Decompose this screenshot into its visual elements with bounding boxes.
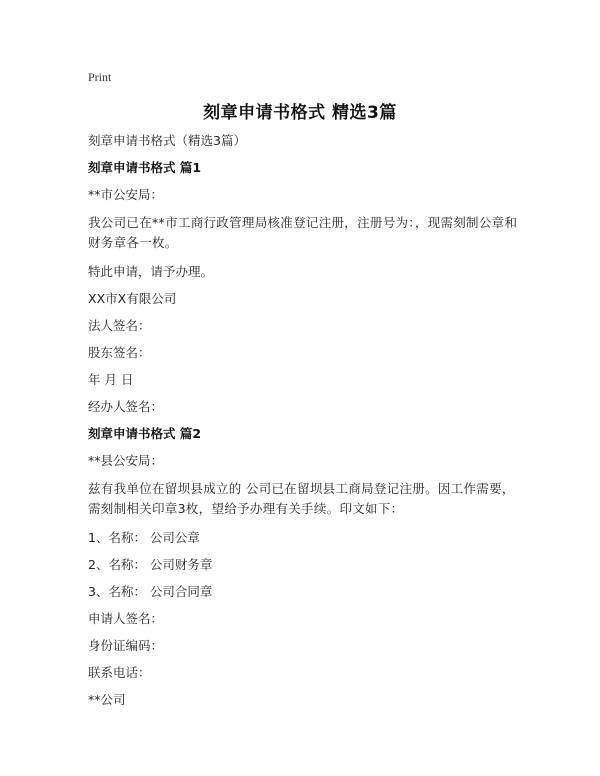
section2-phone: 联系电话： (88, 665, 151, 680)
section2-item-1: 1、名称： 公司公章 (88, 530, 200, 545)
section2-paragraph: 兹有我单位在留坝县成立的 公司已在留坝县工商局登记注册。因工作需要，需刻制相关印章3枚，望给予办理有关手续。印文如下： (88, 481, 515, 516)
section1-heading: 刻章申请书格式 篇1 (88, 160, 202, 175)
section2-addressee: **县公安局： (88, 453, 164, 468)
print-label: Print (88, 70, 112, 84)
section1-handler-sign: 经办人签名： (88, 399, 164, 414)
section2-applicant-sign: 申请人签名： (88, 611, 164, 626)
section2-id-number: 身份证编码： (88, 638, 164, 653)
document-subtitle: 刻章申请书格式（精选3篇） (88, 133, 246, 148)
section1-legal-rep-sign: 法人签名： (88, 318, 151, 333)
section1-company: XX市X有限公司 (88, 291, 177, 306)
section2-company: **公司 (88, 692, 126, 707)
document-body (88, 132, 518, 718)
document-title: 刻章申请书格式 精选3篇 (203, 103, 397, 123)
section1-request: 特此申请，请予办理。 (88, 264, 214, 279)
section2-item-2: 2、名称： 公司财务章 (88, 557, 213, 572)
section2-item-3: 3、名称： 公司合同章 (88, 584, 213, 599)
section2-heading: 刻章申请书格式 篇2 (88, 426, 202, 441)
section1-date: 年 月 日 (88, 372, 134, 387)
section1-addressee: **市公安局： (88, 187, 164, 202)
section1-paragraph: 我公司已在**市工商行政管理局核准登记注册，注册号为：，现需刻制公章和财务章各一枚。 (88, 215, 518, 250)
section1-shareholder-sign: 股东签名： (88, 345, 151, 360)
